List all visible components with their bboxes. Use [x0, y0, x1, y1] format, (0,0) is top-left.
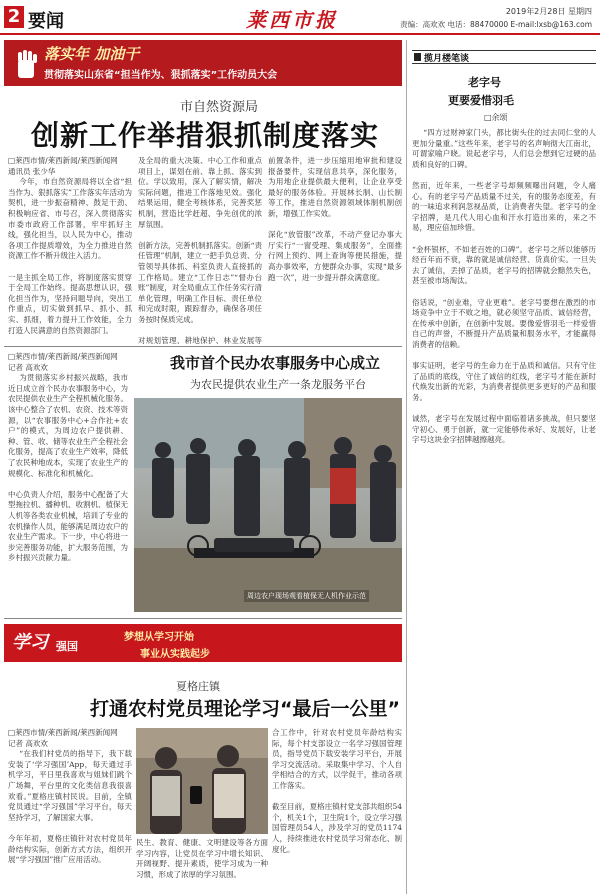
raised-fist-icon — [12, 46, 40, 80]
story1-kicker: 市自然资源局 — [180, 100, 259, 115]
header-rule — [0, 33, 600, 35]
study-logo: 学习 — [12, 632, 48, 653]
farmers-drone-photo — [134, 398, 402, 612]
page-header — [0, 0, 600, 34]
study-slogan-1: 梦想从学习开始 — [124, 632, 194, 643]
study-banner — [4, 624, 402, 662]
story1-reporter: 通讯员 张少华 — [8, 166, 56, 176]
section-name: 要闻 — [28, 11, 64, 32]
column-author: □余颂 — [484, 113, 508, 122]
column-tag: 揽月楼笔谈 — [424, 54, 470, 64]
story1-byline: □莱西市情/莱西新闻/莱西新闻网 — [8, 156, 118, 165]
story3-text-1: “在我们村党员的指导下，我下载安装了‘学习强国’App，每天通过手机学习，平日里我喜欢与姐妹们跳个广场舞，平台里的文化类信息我很喜欢看。”夏格庄镇村民说。目前，全镇党员通过“学习强国”学习平台，每天坚持学习，了解国家大事。 今年年初，夏格庄镇针对农村党员年龄结构实际，创新方式方法，组织开展“学习强国”推广应用活动。 — [8, 749, 132, 865]
story2-photo — [134, 398, 402, 612]
column-divider — [406, 40, 407, 894]
column-title-line-1: 老字号 — [468, 76, 501, 89]
story3-kicker: 夏格庄镇 — [176, 680, 220, 693]
editor-contact: 责编：高欢欢 电话：88470000 E-mail:lxsb@163.com — [400, 20, 592, 29]
story3-column-1 — [8, 728, 132, 894]
masthead-logo: 莱西市报 — [246, 8, 338, 32]
story3-text-3: 合工作中，针对农村党员年龄结构实际，每个村支部设立一名学习强国管理员，指导党员下载安装学习平台，开展学习交流活动。采取集中学习、个人自学相结合的方式，以学促干，推动各项工作落实。 截至目前，夏格庄镇村党支部共组织54个，机关1个，卫生院1个，设立学习强国管理员54人，涉及学习的党员1174人，持续推进农村党员学习常态化、制度化。 — [272, 728, 402, 854]
study-slogan-2: 事业从实践起步 — [140, 649, 210, 660]
section-divider — [4, 346, 402, 347]
square-bullet-icon — [414, 53, 421, 61]
story2-column — [8, 352, 128, 614]
story1-text-3: 前置条件，进一步压缩用地审批和建设报备要件，实现信息共享，深化服务，为用地企业提供最大便利，让企业享受最好的服务体验。开展林长制、山长制等工作，推进自然资源领域体制机制创新，增强工作实效。 深化“放管服”改革，不动产登记办事大厅实行“一窗受理、集成服务”，全面推行网上预约、网上查询等便民措施，提高办事效率，方便群众办事，实现“最多跑一次”，进一步提升群众满意度。 — [268, 156, 402, 282]
story3-text-2: 民生、教育、健康、文明建设等各方面学习内容，让党员在学习中增长知识、开阔视野、提升素质，使学习成为一种习惯，形成了浓厚的学习氛围。 — [136, 838, 268, 879]
story2-reporter: 记者 高欢欢 — [8, 362, 48, 372]
story1-text-1: 今年，市自然资源局将以全省“担当作为、狠抓落实”工作落实年活动为契机，进一步振奋精神、鼓足干劲、积极响应省、市号召，深入贯彻落实市委市政府工作部署，牢牢抓好主线，强化担当，以人民为中心，推动各项工作提质增效，为全力推进自然资源工作不断升级注入活力。 一是主抓全局工作，将制度落实贯穿于全局工作始终。提高思想认识，强化担当作为，坚持问题导向，突出工作重点，切实做到抓早、抓小、抓实、抓细，着力提升工作效能，全力打造人民满意的自然资源部门。 — [8, 177, 132, 335]
story2-text: 为贯彻落实乡村振兴战略，我市近日成立首个民办农事服务中心，为农民提供农业生产全程机械化服务。该中心整合了农机、农资、技术等资源，以“农事服务中心+合作社+农户”的模式，为周边农户提供耕、种、管、收、储等农业生产全程社会化服务，提高了农业生产效率，降低了农民种地成本，实现了农业生产的规模化、标准化和机械化。 中心负责人介绍，服务中心配备了大型拖拉机、播种机、收割机、植保无人机等各类农业机械，培训了专业的农机操作人员，能够满足周边农户的农业生产需求。下一步，中心将进一步完善服务功能，扩大服务范围，为乡村振兴贡献力量。 — [8, 373, 128, 563]
issue-date: 2019年2月28日 星期四 — [505, 7, 592, 16]
story3-photo — [136, 728, 268, 834]
banner-subtitle: 贯彻落实山东省“担当作为、狠抓落实”工作动员大会 — [44, 70, 278, 81]
campaign-banner — [4, 40, 402, 86]
page-number: 2 — [4, 6, 24, 28]
story1-text-2: 及全局的重大决策、中心工作和重点项目上，谋划在前、靠上抓、落实到位。学以致用，深入了解实情，解决实际问题，推进工作落地见效。强化结果运用，健全考核体系，完善奖惩机制，营造比学赶超、争先创优的浓厚氛围。 创新方法，完善机制抓落实。创新“责任管理”机制，建立一把手负总责、分管领导具体抓、科室负责人直接抓的工作格局。建立“工作日志”“督办台账”制度，对全局重点工作任务实行清单化管理，明确工作目标、责任单位和完成时限，跟踪督办，确保各项任务按时保质完成。 对规划管理、耕地保护、林业发展等 — [138, 156, 262, 346]
column-title-line-2: 更要爱惜羽毛 — [448, 94, 514, 107]
story2-headline: 我市首个民办农事服务中心成立 — [170, 354, 381, 372]
story1-headline: 创新工作举措狠抓制度落实 — [30, 119, 379, 152]
story3-byline: □莱西市情/莱西新闻/莱西新闻网 — [8, 728, 118, 737]
banner-slogan: 落实年 加油干 — [44, 45, 140, 63]
story3-reporter: 记者 高欢欢 — [8, 738, 48, 748]
photo-caption: 周边农户现场观看植保无人机作业示范 — [244, 590, 369, 602]
story1-column-1 — [8, 156, 132, 346]
section-divider — [4, 618, 402, 619]
story2-byline: □莱西市情/莱西新闻/莱西新闻网 — [8, 352, 118, 361]
story3-headline: 打通农村党员理论学习“最后一公里” — [90, 698, 400, 720]
story2-subhead: 为农民提供农业生产一条龙服务平台 — [190, 378, 366, 391]
women-phone-photo — [136, 728, 268, 834]
study-logo-small: 强国 — [56, 640, 78, 653]
column-body: “四方过财神家门头，都比街头住的过去同仁堂的人更加分量重。”这些年来，老字号的名声响彻大江南北，可谓家喻户晓。说起老字号，人们总会想到它过硬的品质和良好的口碑。 然而，近年来，一些老字号却频频曝出问题，令人痛心。有的老字号产品质量不过关，有的服务态度差，有的一味追求利润忽视品质，让消费者失望。老字号的金字招牌，是几代人用心血和汗水打造出来的，来之不易，理应倍加珍惜。 “金杯银杯，不如老百姓的口碑”。老字号之所以能够历经百年而不衰，靠的就是诚信经营、货真价实。一旦失去了诚信，丢掉了品质，老字号的招牌就会黯然失色，甚至被市场淘汰。 俗话说，“创业难，守业更难”。老字号要想在激烈的市场竞争中立于不败之地，就必须坚守品质、诚信经营，在传承中创新，在创新中发展。要像爱惜羽毛一样爱惜自己的声誉，不断提升产品质量和服务水平，才能赢得消费者的信赖。 事实证明，老字号的生命力在于品质和诚信。只有守住了品质的底线，守住了诚信的红线，老字号才能在新时代焕发出新的光彩，为消费者提供更多更好的产品和服务。 诚然，老字号在发展过程中面临着诸多挑战，但只要坚守初心、勇于创新，就一定能够传承好、发展好，让老字号这块金字招牌越擦越亮。 — [412, 128, 596, 445]
